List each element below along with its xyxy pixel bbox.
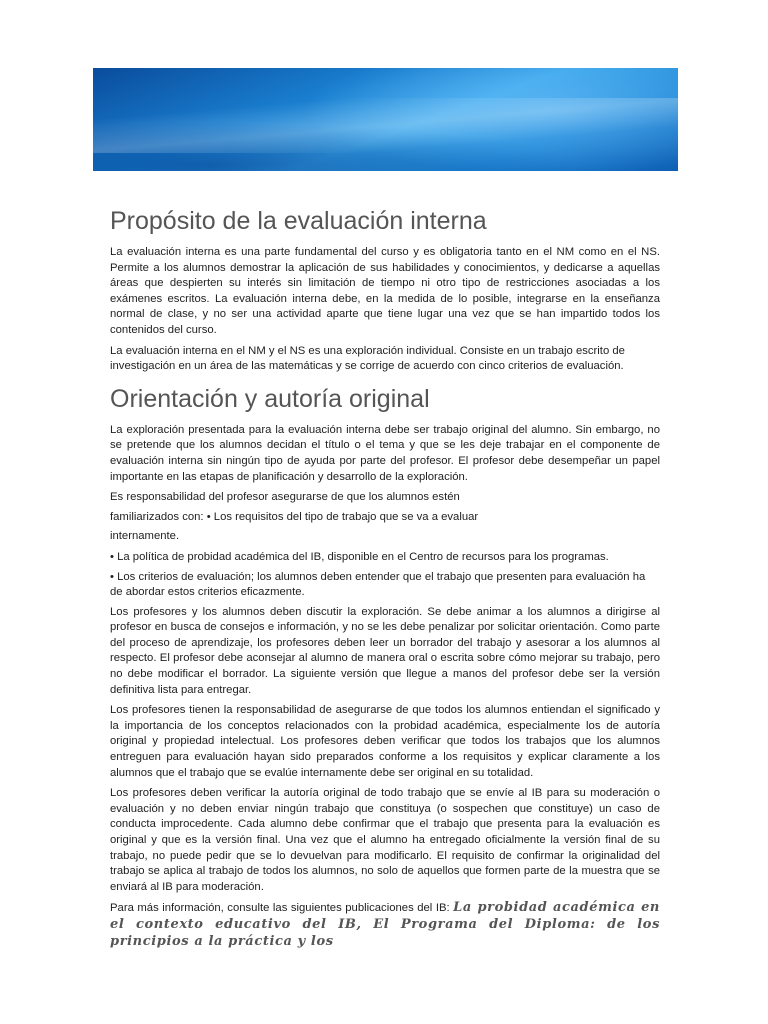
paragraph: internamente. (110, 530, 180, 543)
list-item: • Los criterios de evaluación; los alumnos deben entender que el trabajo que presenten para evaluación ha de abordar estos criterios eficazmente. (110, 570, 646, 599)
paragraph: Los profesores tienen la responsabilidad de asegurarse de que todos los alumnos entiendan el significado y la importancia de los conceptos relacionados con la probidad académica, especialmente los de autoría original y propiedad intelectual. Los profesores deben verificar que todos los trabajos que los alumnos entreguen para evaluación hayan sido preparados conforme a los requisitos y explicar claramente a los alumnos que el trabajo que se evalúe internamente debe ser original en su totalidad. (110, 704, 660, 779)
paragraph-references (110, 900, 660, 950)
list-item: • La política de probidad académica del IB, disponible en el Centro de recursos para los programas. (110, 550, 609, 563)
references-lead: Para más información, consulte las siguientes publicaciones del IB: (110, 902, 454, 915)
paragraph: La evaluación interna en el NM y el NS es una exploración individual. Consiste en un trabajo escrito de investigación en un área de las matemáticas y se corrige de acuerdo con cinco criterios de evaluación. (110, 344, 625, 373)
paragraph: Es responsabilidad del profesor asegurarse de que los alumnos estén (110, 491, 460, 504)
document-body (110, 205, 660, 950)
section-title-orientacion: Orientación y autoría original (110, 384, 430, 413)
header-banner (93, 68, 678, 171)
paragraph: Los profesores deben verificar la autoría original de todo trabajo que se envíe al IB para su moderación o evaluación y no deben enviar ningún trabajo que constituya (o sospechen que constituye) un caso de conducta improcedente. Cada alumno debe confirmar que el trabajo que presenta para la evaluación es original y que es la versión final. Una vez que el alumno ha entregado oficialmente la versión final de su trabajo, no puede pedir que se lo devuelvan para modificarlo. El requisito de confirmar la originalidad del trabajo se aplica al trabajo de todos los alumnos, no solo de aquellos que formen parte de la muestra que se enviará al IB para moderación. (110, 787, 660, 893)
publication-titles: La probidad académica en el contexto educativo del IB, El Programa del Diploma: de los principios a la práctica y los (110, 900, 660, 949)
paragraph: familiarizados con: • Los requisitos del tipo de trabajo que se va a evaluar (110, 510, 479, 523)
paragraph: La exploración presentada para la evaluación interna debe ser trabajo original del alumno. Sin embargo, no se pretende que los alumnos decidan el título o el tema y que se les deje trabajar en el componente de evaluación interna sin ningún tipo de ayuda por parte del profesor. El profesor debe desempeñar un papel importante en las etapas de planificación y desarrollo de la exploración. (110, 423, 660, 483)
paragraph: Los profesores y los alumnos deben discutir la exploración. Se debe animar a los alumnos a dirigirse al profesor en busca de consejos e información, y no se les debe penalizar por solicitar orientación. Como parte del proceso de aprendizaje, los profesores deben leer un borrador del trabajo y asesorar a los alumnos al respecto. El profesor debe aconsejar al alumno de manera oral o escrita sobre cómo mejorar su trabajo, pero no debe modificar el borrador. La siguiente versión que llegue a manos del profesor debe ser la versión definitiva lista para entregar. (110, 605, 660, 696)
section-title-proposito: Propósito de la evaluación interna (110, 207, 487, 235)
paragraph: La evaluación interna es una parte fundamental del curso y es obligatoria tanto en el NM como en el NS. Permite a los alumnos demostrar la aplicación de sus habilidades y conocimientos, y dedicarse a aquellas áreas que despierten su interés sin limitación de tiempo ni otro tipo de restricciones asociadas a los exámenes escritos. La evaluación interna debe, en la medida de lo posible, integrarse en la enseñanza normal de clase, y no ser una actividad aparte que tiene lugar una vez que se han impartido todos los contenidos del curso. (110, 246, 660, 336)
